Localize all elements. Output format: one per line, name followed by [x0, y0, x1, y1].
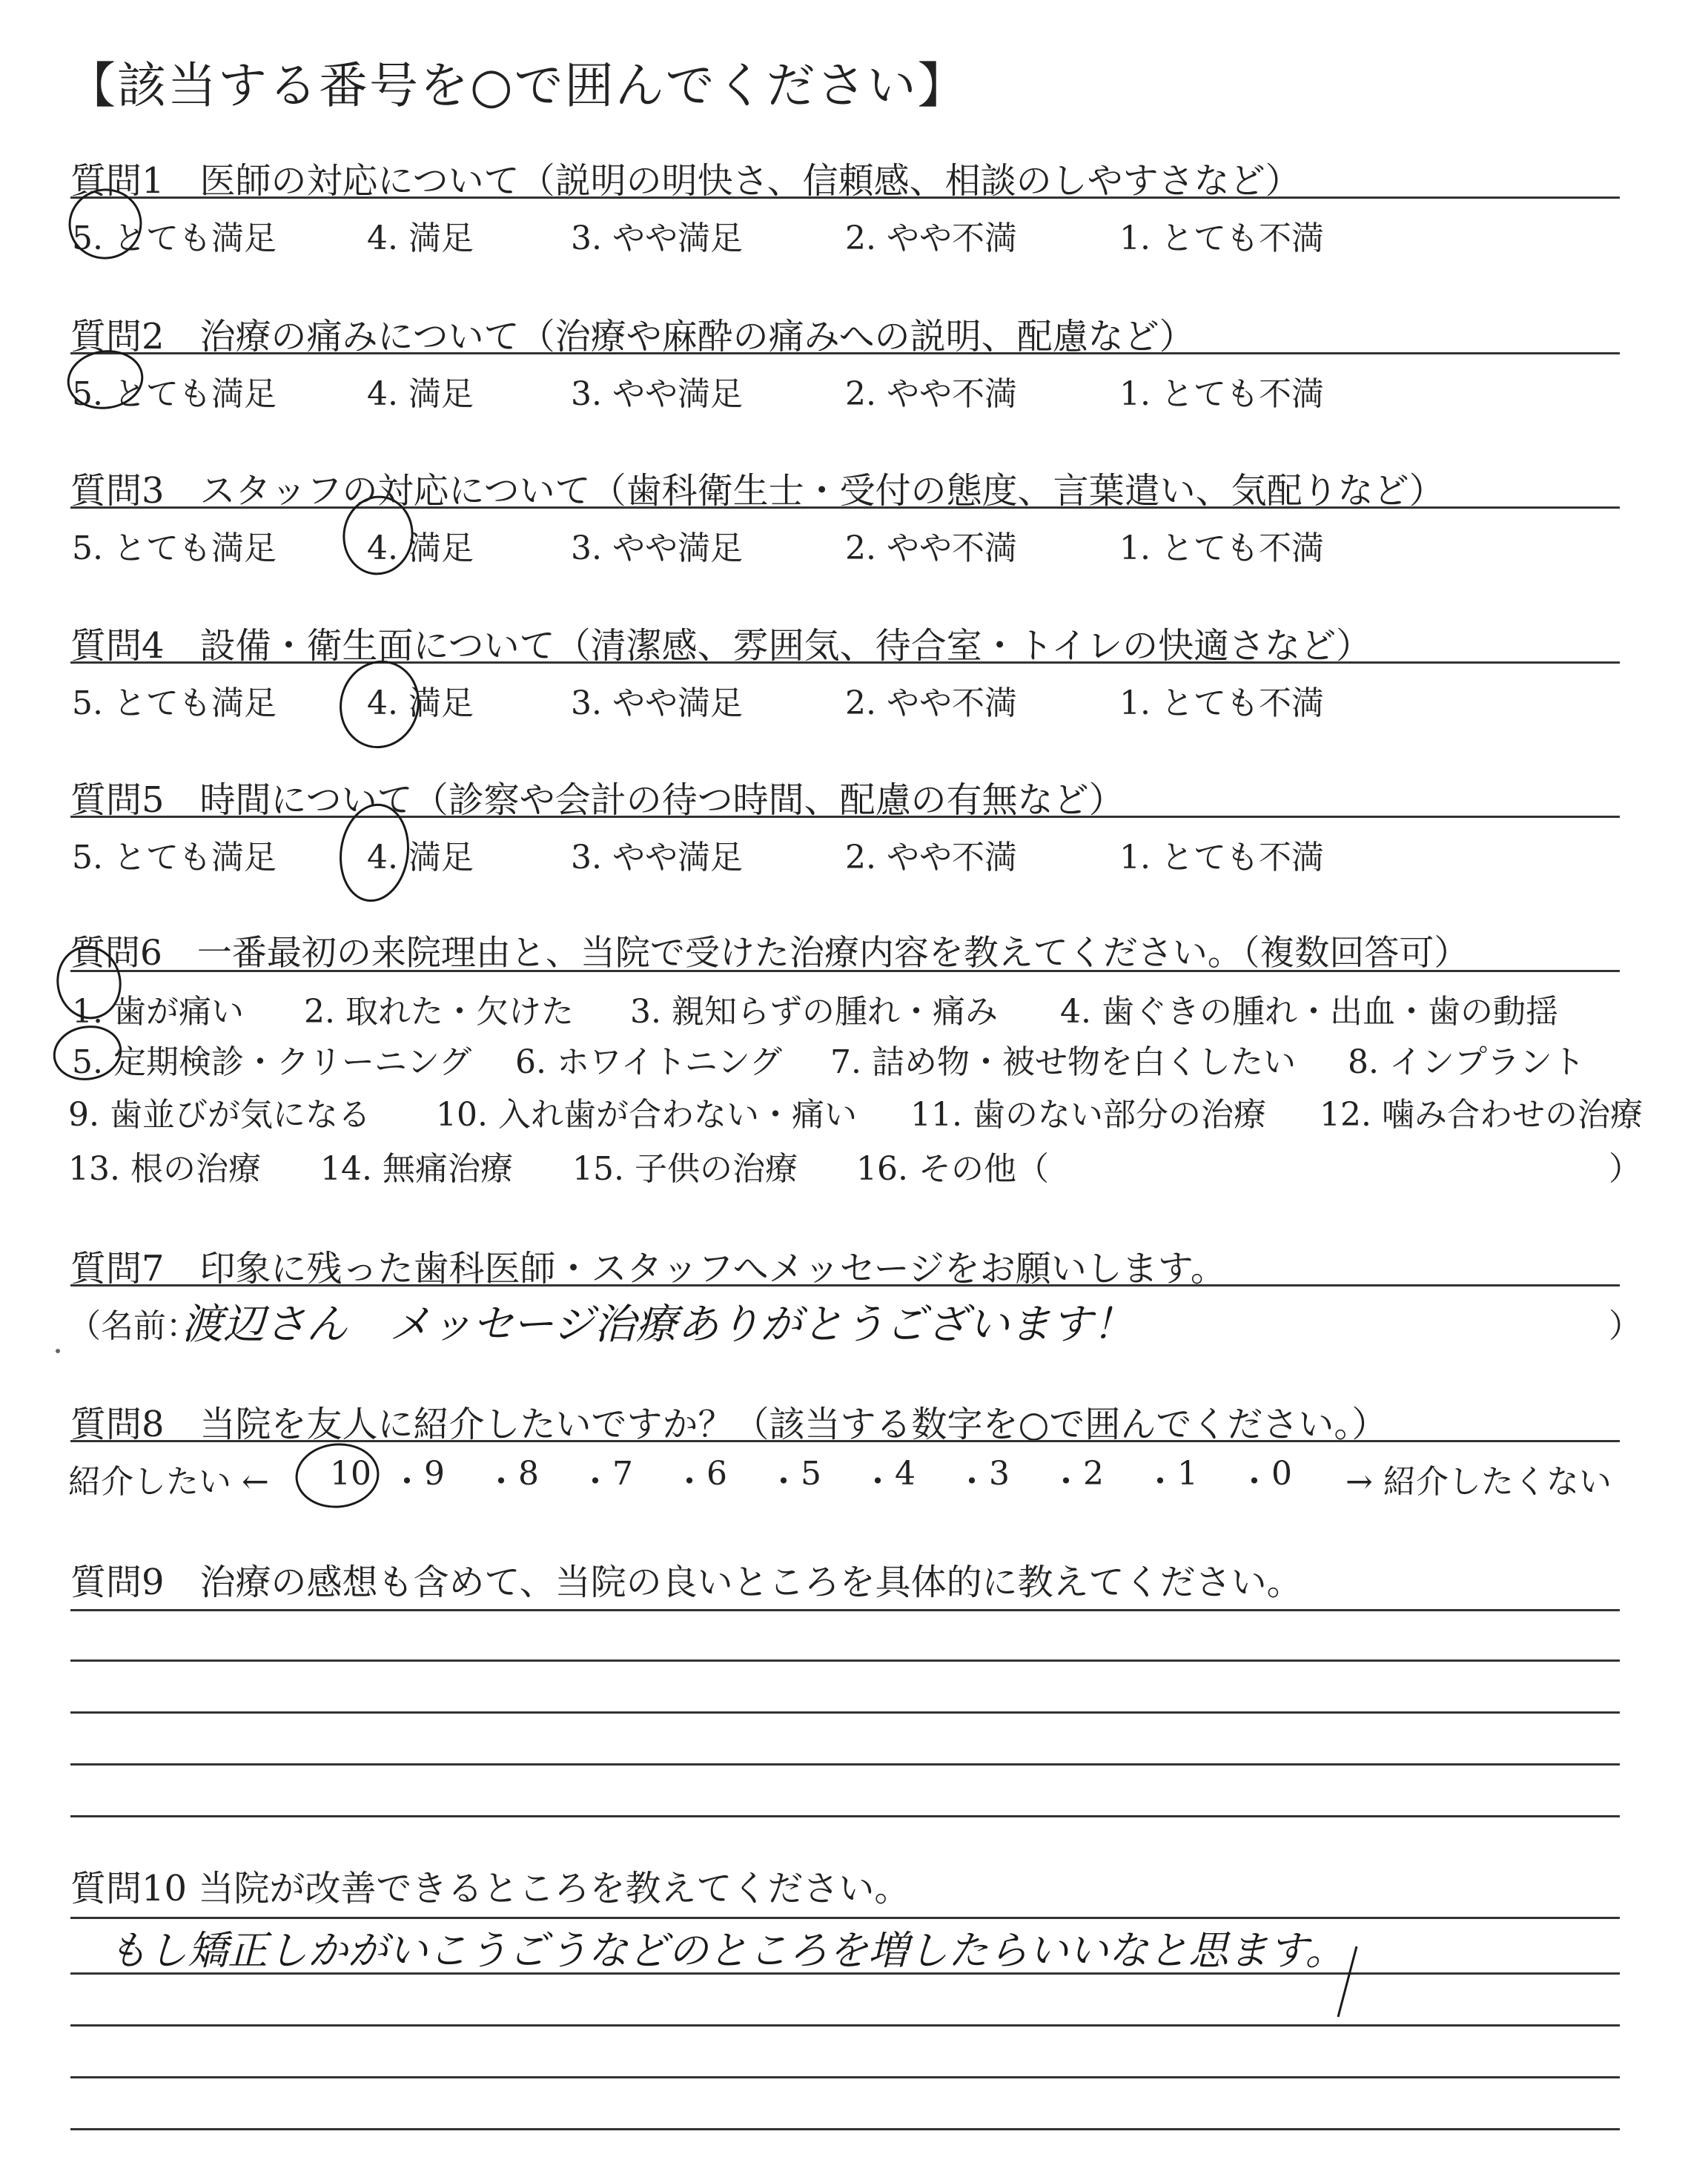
q10-line-2[interactable] — [70, 1972, 1620, 1975]
q8-scale-separator: ・ — [1050, 1463, 1082, 1501]
q3-option-2[interactable]: 2. やや不満 — [845, 529, 1017, 567]
q6-option-11[interactable]: 11. 歯のない部分の治療 — [910, 1096, 1266, 1134]
q2-option-3[interactable]: 3. やや満足 — [571, 375, 743, 413]
q8-title: 質問8 当院を友人に紹介したいですか？（該当する数字を○で囲んでください。） — [70, 1404, 1388, 1445]
q3-option-4[interactable]: 4. 満足 — [367, 529, 474, 567]
q10-title: 質問10 当院が改善できるところを教えてください。 — [70, 1868, 910, 1909]
q6-option-5[interactable]: 5. 定期検診・クリーニング — [72, 1043, 472, 1081]
q3-option-5[interactable]: 5. とても満足 — [72, 529, 277, 567]
q8-scale-value-0[interactable]: 0 — [1271, 1455, 1292, 1493]
q6-option-9[interactable]: 9. 歯並びが気になる — [68, 1096, 371, 1134]
q5-title: 質問5 時間について（診察や会計の待つ時間、配慮の有無など） — [70, 779, 1125, 821]
q8-scale-separator: ・ — [1238, 1463, 1271, 1501]
q9-line-3[interactable] — [70, 1711, 1620, 1714]
q8-scale-separator: ・ — [485, 1463, 517, 1501]
stray-ink-dot — [56, 1349, 60, 1353]
q6-other-close-paren: ） — [1609, 1150, 1641, 1188]
q4-option-3[interactable]: 3. やや満足 — [571, 684, 743, 722]
q3-title: 質問3 スタッフの対応について（歯科衛生士・受付の態度、言葉遣い、気配りなど） — [70, 470, 1445, 512]
q9-line-1[interactable] — [70, 1609, 1620, 1611]
q8-scale-separator: ・ — [673, 1463, 706, 1501]
q8-scale-value-9[interactable]: 9 — [424, 1455, 445, 1493]
q10-line-5[interactable] — [70, 2128, 1620, 2130]
q9-line-4[interactable] — [70, 1763, 1620, 1766]
q8-scale-value-1[interactable]: 1 — [1177, 1455, 1198, 1493]
q1-option-3[interactable]: 3. やや満足 — [571, 219, 743, 257]
q5-option-3[interactable]: 3. やや満足 — [571, 839, 743, 876]
q8-scale-separator: ・ — [391, 1463, 423, 1501]
q6-option-2[interactable]: 2. 取れた・欠けた — [304, 993, 574, 1031]
q2-option-1[interactable]: 1. とても不満 — [1119, 375, 1324, 413]
q6-option-4[interactable]: 4. 歯ぐきの腫れ・出血・歯の動揺 — [1060, 993, 1558, 1031]
q8-scale-value-2[interactable]: 2 — [1083, 1455, 1104, 1493]
q9-title: 質問9 治療の感想も含めて、当院の良いところを具体的に教えてください。 — [70, 1562, 1302, 1603]
q5-option-4[interactable]: 4. 満足 — [367, 839, 474, 876]
q3-rule — [70, 506, 1620, 509]
q1-option-4[interactable]: 4. 満足 — [367, 219, 474, 257]
q2-rule — [70, 352, 1620, 354]
q6-option-15[interactable]: 15. 子供の治療 — [572, 1150, 798, 1188]
q4-option-5[interactable]: 5. とても満足 — [72, 684, 277, 722]
q8-scale-separator: ・ — [1144, 1463, 1176, 1501]
q6-option-6[interactable]: 6. ホワイトニング — [515, 1043, 783, 1081]
q2-option-4[interactable]: 4. 満足 — [367, 375, 474, 413]
q7-title: 質問7 印象に残った歯科医師・スタッフへメッセージをお願いします。 — [70, 1248, 1226, 1289]
q2-title: 質問2 治療の痛みについて（治療や麻酔の痛みへの説明、配慮など） — [70, 316, 1195, 357]
q1-option-1[interactable]: 1. とても不満 — [1119, 219, 1324, 257]
q2-option-2[interactable]: 2. やや不満 — [845, 375, 1017, 413]
q8-scale-separator: ・ — [767, 1463, 800, 1501]
q5-rule — [70, 816, 1620, 818]
q6-option-3[interactable]: 3. 親知らずの腫れ・痛み — [630, 993, 998, 1031]
q4-title: 質問4 設備・衛生面について（清潔感、雰囲気、待合室・トイレの快適さなど） — [70, 625, 1372, 667]
q5-option-2[interactable]: 2. やや不満 — [845, 839, 1017, 876]
q5-option-1[interactable]: 1. とても不満 — [1119, 839, 1324, 876]
q7-rule — [70, 1284, 1620, 1287]
q9-line-2[interactable] — [70, 1659, 1620, 1662]
q8-scale-value-4[interactable]: 4 — [895, 1455, 916, 1493]
q8-scale-separator: ・ — [956, 1463, 988, 1501]
q8-scale-value-7[interactable]: 7 — [612, 1455, 633, 1493]
q8-scale-value-6[interactable]: 6 — [706, 1455, 727, 1493]
q4-option-4[interactable]: 4. 満足 — [367, 684, 474, 722]
q7-name-label: （名前： — [68, 1307, 199, 1345]
q8-left-label: 紹介したい ← — [68, 1463, 269, 1501]
q3-option-3[interactable]: 3. やや満足 — [571, 529, 743, 567]
q6-option-1[interactable]: 1. 歯が痛い — [72, 993, 244, 1031]
q6-option-12[interactable]: 12. 噛み合わせの治療 — [1320, 1096, 1643, 1134]
q6-title: 質問6 一番最初の来院理由と、当院で受けた治療内容を教えてください。（複数回答可） — [70, 933, 1469, 974]
q1-option-2[interactable]: 2. やや不満 — [845, 219, 1017, 257]
q8-scale-value-8[interactable]: 8 — [518, 1455, 539, 1493]
q8-scale-value-10[interactable]: 10 — [330, 1455, 371, 1493]
q10-handwritten-answer[interactable]: もし矯正しかがいこうごうなどのところを増したらいいなと思ます。 — [107, 1927, 1345, 1974]
q6-option-8[interactable]: 8. インプラント — [1348, 1043, 1585, 1081]
q6-rule — [70, 970, 1620, 972]
q2-option-5[interactable]: 5. とても満足 — [72, 375, 277, 413]
q4-rule — [70, 661, 1620, 664]
q10-line-3[interactable] — [70, 2024, 1620, 2027]
q6-option-16[interactable]: 16. その他（ — [856, 1150, 1049, 1188]
q1-title: 質問1 医師の対応について（説明の明快さ、信頼感、相談のしやすさなど） — [70, 160, 1301, 202]
q4-option-1[interactable]: 1. とても不満 — [1119, 684, 1324, 722]
q7-close-paren: ） — [1609, 1307, 1641, 1345]
q6-option-13[interactable]: 13. 根の治療 — [68, 1150, 261, 1188]
q4-option-2[interactable]: 2. やや不満 — [845, 684, 1017, 722]
q5-option-5[interactable]: 5. とても満足 — [72, 839, 277, 876]
q6-option-7[interactable]: 7. 詰め物・被せ物を白くしたい — [830, 1043, 1296, 1081]
q8-scale-separator: ・ — [861, 1463, 894, 1501]
q8-scale-separator: ・ — [579, 1463, 612, 1501]
q8-right-label: → 紹介したくない — [1345, 1463, 1612, 1501]
q8-scale-value-3[interactable]: 3 — [989, 1455, 1010, 1493]
q6-option-14[interactable]: 14. 無痛治療 — [320, 1150, 513, 1188]
form-heading: 【該当する番号を○で囲んでください】 — [67, 57, 968, 114]
q9-line-5[interactable] — [70, 1815, 1620, 1817]
q3-option-1[interactable]: 1. とても不満 — [1119, 529, 1324, 567]
q8-scale-value-5[interactable]: 5 — [801, 1455, 821, 1493]
q7-handwritten-message[interactable]: 渡辺さん メッセージ治療ありがとうございます！ — [182, 1301, 1134, 1349]
q1-rule — [70, 196, 1620, 199]
q10-line-4[interactable] — [70, 2076, 1620, 2078]
q8-rule — [70, 1440, 1620, 1442]
q1-option-5[interactable]: 5. とても満足 — [72, 219, 277, 257]
q6-option-10[interactable]: 10. 入れ歯が合わない・痛い — [436, 1096, 857, 1134]
